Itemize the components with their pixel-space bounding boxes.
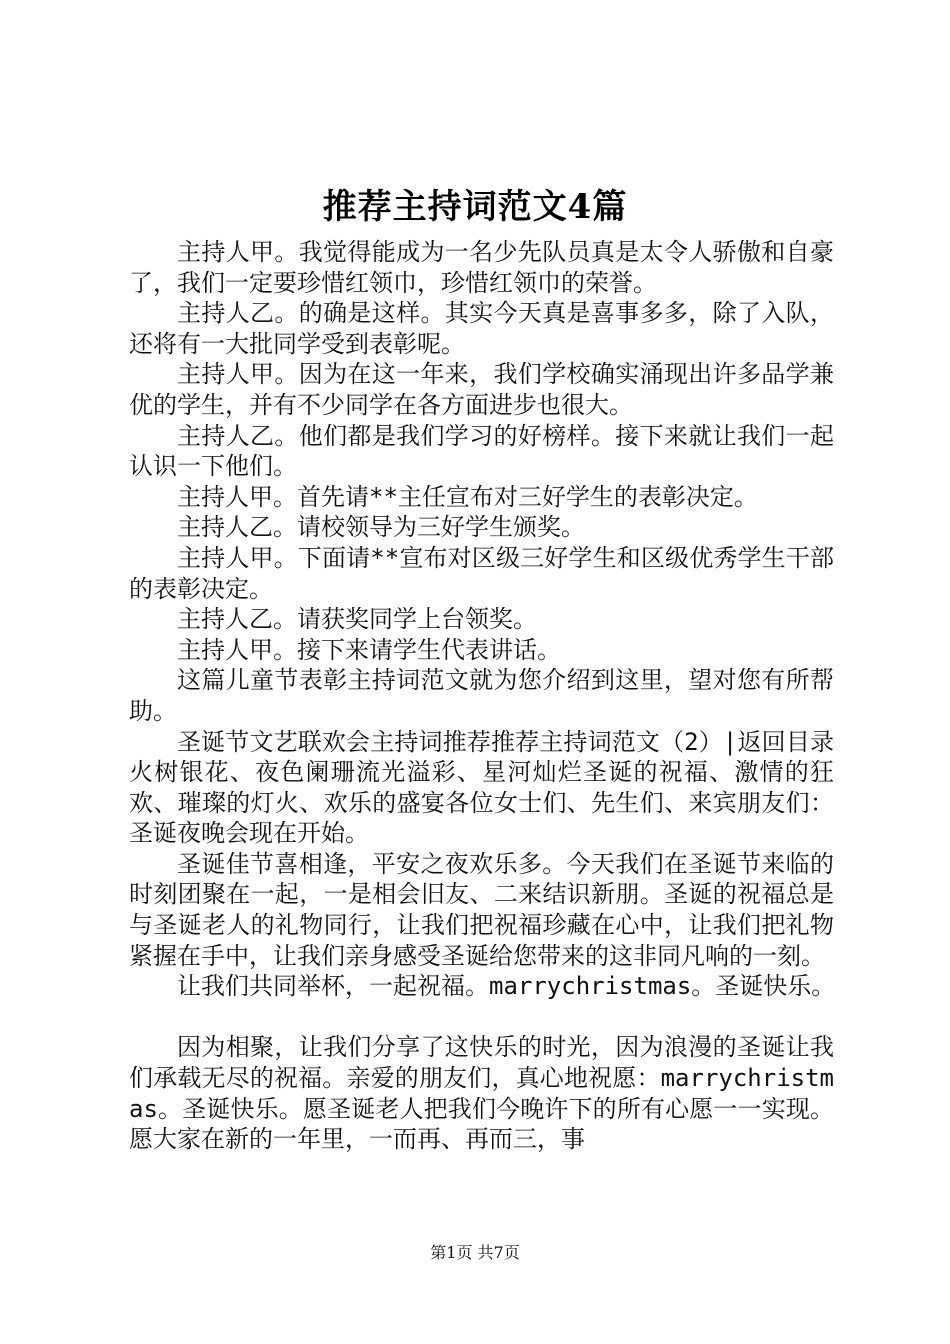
paragraph: 主持人甲。因为在这一年来，我们学校确实涌现出许多品学兼优的学生，并有不少同学在各方面进步也很大。 — [129, 360, 834, 419]
paragraph: 主持人甲。首先请**主任宣布对三好学生的表彰决定。 — [177, 482, 758, 511]
paragraph: 让我们共同举杯，一起祝福。marrychristmas。圣诞快乐。 — [177, 972, 836, 1001]
paragraph-spacer — [129, 1002, 834, 1033]
paragraph: 主持人乙。的确是这样。其实今天真是喜事多多，除了入队，还将有一大批同学受到表彰呢。 — [129, 299, 834, 358]
document-body — [129, 237, 834, 1155]
paragraph: 主持人甲。我觉得能成为一名少先队员真是太令人骄傲和自豪了，我们一定要珍惜红领巾，珍惜红领巾的荣誉。 — [129, 238, 834, 297]
paragraph: 圣诞节文艺联欢会主持词推荐推荐主持词范文（2）|返回目录火树银花、夜色阑珊流光溢彩、星河灿烂圣诞的祝福、激情的狂欢、璀璨的灯火、欢乐的盛宴各位女士们、先生们、来宾朋友们：圣诞夜晚会现在开始。 — [129, 727, 834, 848]
paragraph: 这篇儿童节表彰主持词范文就为您介绍到这里，望对您有所帮助。 — [129, 666, 834, 725]
document-title: 推荐主持词范文4篇 — [322, 187, 628, 227]
paragraph: 主持人乙。请校领导为三好学生颁奖。 — [177, 513, 585, 542]
page-number-footer: 第1页 共7页 — [430, 1243, 520, 1262]
paragraph: 主持人甲。下面请**宣布对区级三好学生和区级优秀学生干部的表彰决定。 — [129, 543, 834, 603]
paragraph: 圣诞佳节喜相逢，平安之夜欢乐多。今天我们在圣诞节来临的时刻团聚在一起，一是相会旧友、二来结识新朋。圣诞的祝福总是与圣诞老人的礼物同行，让我们把祝福珍藏在心中，让我们把礼物紧握在手中，让我们亲身感受圣诞给您带来的这非同凡响的一刻。 — [129, 849, 834, 970]
paragraph: 主持人乙。请获奖同学上台领奖。 — [177, 605, 537, 634]
paragraph: 主持人甲。接下来请学生代表讲话。 — [177, 635, 561, 664]
paragraph: 主持人乙。他们都是我们学习的好榜样。接下来就让我们一起认识一下他们。 — [129, 421, 834, 481]
paragraph: 因为相聚，让我们分享了这快乐的时光，因为浪漫的圣诞让我们承载无尽的祝福。亲爱的朋友们，真心地祝愿：marrychristmas。圣诞快乐。愿圣诞老人把我们今晚许下的所有心愿一一实现。愿大家在新的一年里，一而再、再而三，事 — [129, 1033, 834, 1154]
